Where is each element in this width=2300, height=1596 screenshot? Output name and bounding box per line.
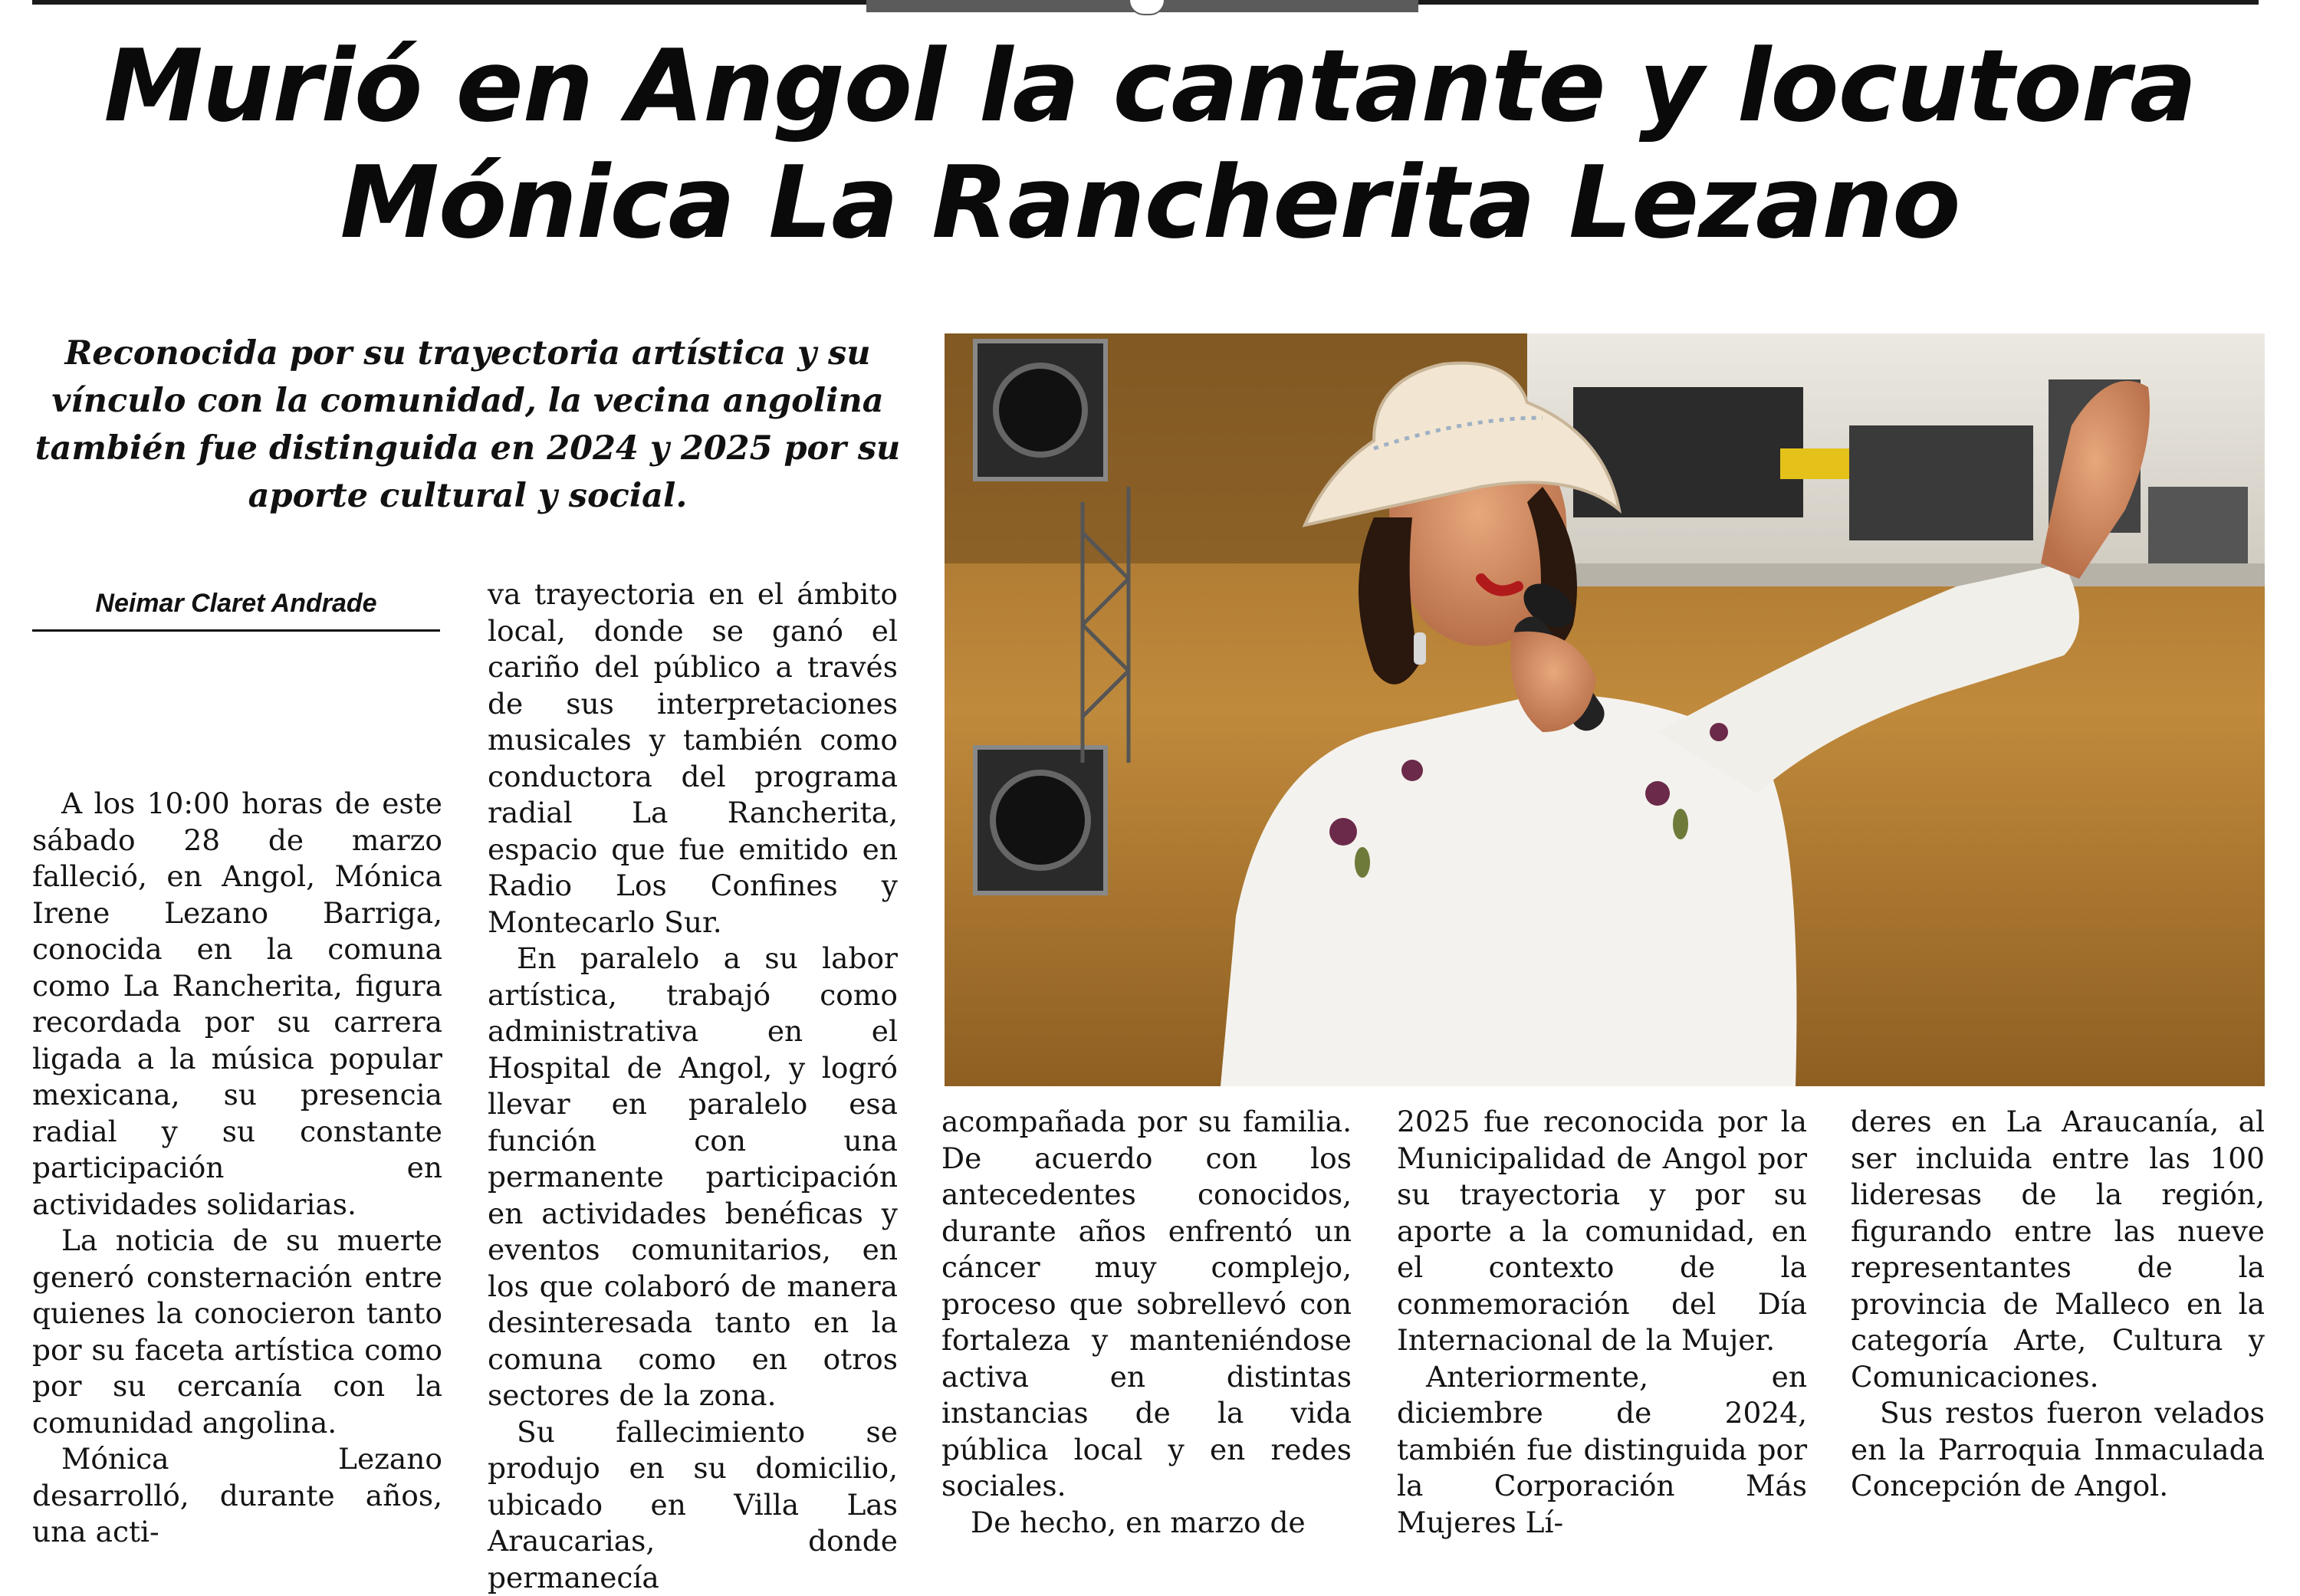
article-column-4 <box>1397 1104 1807 1541</box>
paragraph: A los 10:00 horas de este sábado 28 de marzo falleció, en Angol, Mónica Irene Lezano Barriga, conocida en la comuna como La Rancherita, figura recordada por su carrera ligada a la música popular mexicana, su presencia radial y su constante participación en actividades solidarias. <box>32 786 442 1223</box>
headline-line-1: Murió en Angol la cantante y locutora <box>31 28 2269 144</box>
paragraph: Sus restos fueron velados en la Parroquia Inmaculada Concepción de Angol. <box>1851 1395 2265 1505</box>
paragraph: Anteriormente, en diciembre de 2024, también fue distinguida por la Corporación Más Mujeres Lí- <box>1397 1359 1807 1542</box>
paragraph: Mónica Lezano desarrolló, durante años, una acti- <box>32 1441 442 1551</box>
paragraph: deres en La Araucanía, al ser incluida entre las 100 lideresas de la región, figurando entre las nueve representantes de la provincia de Malleco en la categoría Arte, Cultura y Comunicaciones. <box>1851 1104 2265 1395</box>
paragraph: 2025 fue reconocida por la Municipalidad de Angol por su trayectoria y por su aporte a la comunidad, en el contexto de la conmemoración del Día Internacional de la Mujer. <box>1397 1104 1807 1359</box>
paragraph: La noticia de su muerte generó consternación entre quienes la conocieron tanto por su faceta artística como por su cercanía con la comunidad angolina. <box>32 1223 442 1441</box>
headline-line-2: Mónica La Rancherita Lezano <box>31 144 2269 261</box>
paragraph: En paralelo a su labor artística, trabajó como administrativa en el Hospital de Angol, y logró llevar en paralelo esa función con una permanente participación en actividades benéficas y eventos comunitarios, en los que colaboró de manera desinteresada tanto en la comuna como en otros sectores de la zona. <box>488 941 898 1414</box>
article-column-2 <box>488 576 898 1596</box>
paragraph: va trayectoria en el ámbito local, donde se ganó el cariño del público a través de sus interpretaciones musicales y también como conductora del programa radial La Rancherita, espacio que fue emitido en Radio Los Confines y Montecarlo Sur. <box>488 576 898 941</box>
subheadline: Reconocida por su trayectoria artística y su vínculo con la comunidad, la vecina angolina también fue distinguida en 2024 y 2025 por su aporte cultural y social. <box>31 330 905 520</box>
paragraph: Su fallecimiento se produjo en su domicilio, ubicado en Villa Las Araucarias, donde permanecía <box>488 1414 898 1596</box>
article-column-3 <box>941 1104 1352 1541</box>
paragraph: De hecho, en marzo de <box>941 1505 1352 1542</box>
paragraph: acompañada por su familia. De acuerdo con los antecedentes conocidos, durante años enfrentó un cáncer muy complejo, proceso que sobrellevó con fortaleza y manteniéndose activa en distintas instancias de la vida pública local y en redes sociales. <box>941 1104 1352 1505</box>
headline <box>31 28 2269 261</box>
article-column-5 <box>1851 1104 2265 1505</box>
article-column-1 <box>32 786 442 1551</box>
byline: Neimar Claret Andrade <box>32 589 440 632</box>
singer-photo <box>945 333 2265 1086</box>
emblem-icon <box>1129 0 1165 15</box>
